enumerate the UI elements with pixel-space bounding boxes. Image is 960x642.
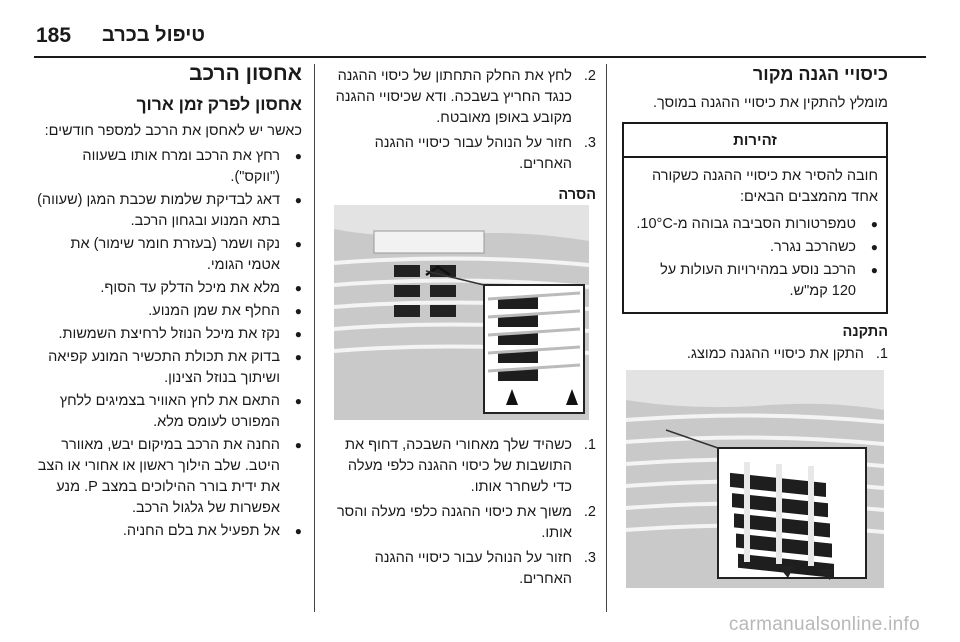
column-divider bbox=[606, 64, 607, 612]
right-column bbox=[622, 62, 888, 365]
caution-body: חובה להסיר את כיסויי ההגנה כשקורה אחד מהמצבים הבאים: bbox=[651, 168, 878, 205]
install-step: 1. התקן את כיסויי ההגנה כמוצג. bbox=[686, 346, 888, 362]
grille-cover-install-illustration bbox=[626, 370, 884, 588]
list-item: ● נקז את מיכל הנוזל לרחיצת השמשות. bbox=[36, 324, 302, 345]
remove-label: הסרה bbox=[558, 187, 596, 203]
caution-box bbox=[622, 122, 888, 314]
page-number: 185 bbox=[36, 24, 72, 47]
section-title-protective-covers: כיסויי הגנה מקור bbox=[752, 64, 888, 84]
list-item: ● טמפרטורות הסביבה גבוהה מ-10°C. bbox=[632, 214, 878, 235]
list-item: ● התאם את לחץ האוויר בצמיגים ללחץ המפורט לעומס מלא. bbox=[36, 391, 302, 433]
intro-text: מומלץ להתקין את כיסויי ההגנה במוסך. bbox=[653, 95, 888, 111]
left-column bbox=[36, 62, 302, 542]
column-divider bbox=[314, 64, 315, 612]
remove-step: 1. כשהיד שלך מאחורי השבכה, דחוף את התושבות של כיסוי ההגנה כלפי מעלה כדי לשחרר אותו. bbox=[344, 437, 596, 495]
list-item: ● דאג לבדיקת שלמות שכבת המגן (שעווה) בתא המנוע ובגחון הרכב. bbox=[36, 190, 302, 232]
list-item: ● רחץ את הרכב ומרח אותו בשעווה ("ווקס"). bbox=[36, 146, 302, 188]
caution-title: זהירות bbox=[624, 124, 886, 158]
list-item: ● אל תפעיל את בלם החניה. bbox=[36, 521, 302, 542]
list-item: ● החנה את הרכב במיקום יבש, מאוורר היטב. שלב הילוך ראשון או אחורי או הצב את ידית בורר ההילוכים במצב P. מנע אפשרות של גלגול הרכב. bbox=[36, 435, 302, 519]
install-step: 3. חזור על הנוהל עבור כיסויי ההגנה האחרים. bbox=[374, 135, 596, 172]
section-title-vehicle-storage: אחסון הרכב bbox=[189, 62, 302, 85]
remove-step: 2. משוך את כיסוי ההגנה כלפי מעלה והסר אותו. bbox=[336, 504, 596, 541]
install-step: 2. לחץ את החלק התחתון של כיסוי ההגנה כנגד החריץ בשבכה. ודא שכיסויי ההגנה מקובע באופן מאובטח. bbox=[335, 68, 596, 126]
running-head: טיפול בכרב bbox=[102, 24, 206, 46]
list-item: ● בדוק את תכולת התכשיר המונע קפיאה ושיתוך בנוזל הצינון. bbox=[36, 347, 302, 389]
install-label: התקנה bbox=[842, 324, 888, 340]
grille-cover-removal-illustration bbox=[334, 205, 589, 420]
list-item: ● החלף את שמן המנוע. bbox=[36, 301, 302, 322]
header-rule bbox=[34, 56, 926, 58]
list-item: ● מלא את מיכל הדלק עד הסוף. bbox=[36, 278, 302, 299]
watermark: carmanualsonline.info bbox=[728, 614, 920, 635]
list-item: ● הרכב נוסע במהירויות העולות על 120 קמ"ש. bbox=[632, 260, 878, 302]
subsection-title-long-term-storage: אחסון לפרק זמן ארוך bbox=[136, 94, 302, 114]
list-item: ● נקה ושמר (בעזרת חומר שימור) את אטמי הגומי. bbox=[36, 234, 302, 276]
intro-text: כאשר יש לאחסן את הרכב למספר חודשים: bbox=[44, 123, 302, 139]
list-item: ● כשהרכב נגרר. bbox=[632, 237, 878, 258]
remove-step: 3. חזור על הנוהל עבור כיסויי ההגנה האחרים. bbox=[374, 550, 596, 587]
